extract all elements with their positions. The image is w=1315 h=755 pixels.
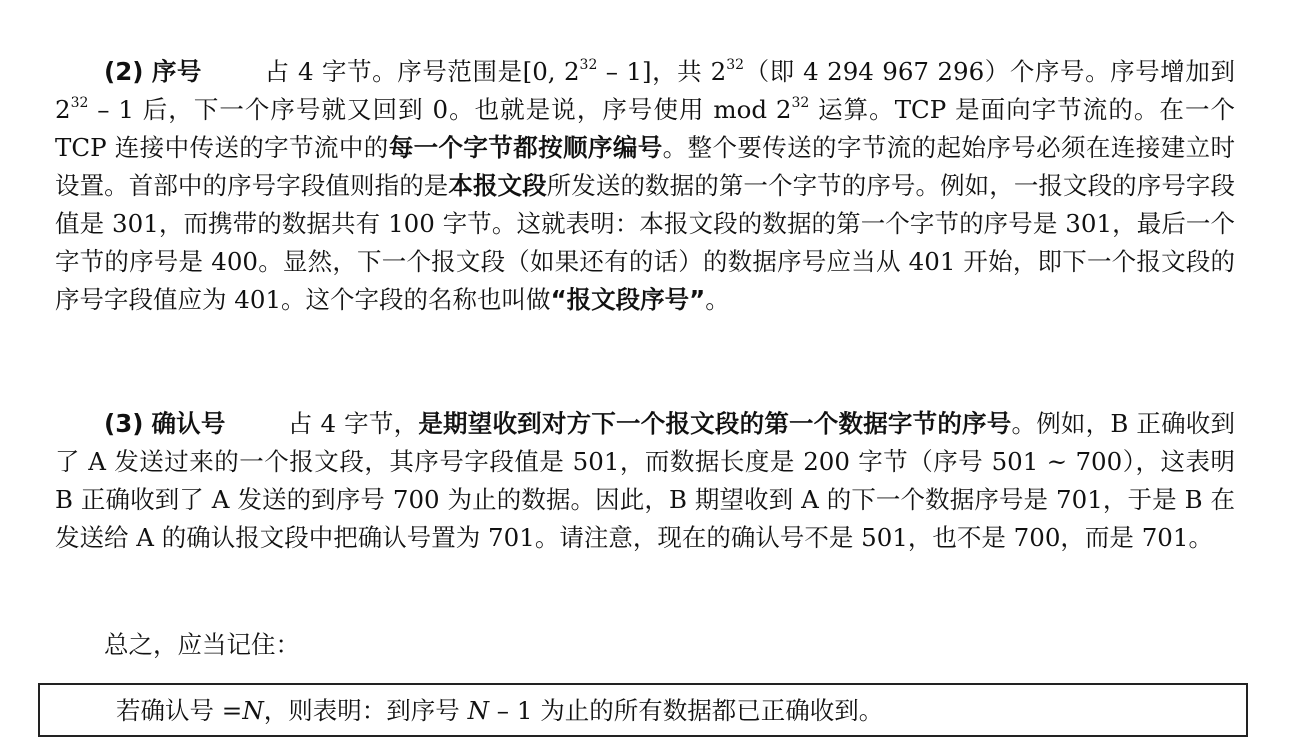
summary-paragraph: [55, 626, 1235, 664]
variable-n: N: [242, 696, 264, 725]
exponent: 32: [70, 95, 89, 111]
rule-box: [38, 683, 1248, 737]
exponent: 32: [791, 95, 810, 111]
section-heading: 确认号: [151, 409, 226, 438]
body-text: 。: [705, 285, 730, 314]
rule-text: 若确认号 =N，则表明：到序号 N – 1 为止的所有数据都已正确收到。: [116, 696, 884, 725]
emphasis-text: 本报文段: [448, 171, 547, 200]
emphasis-text: 是期望收到对方下一个报文段的第一个数据字节的序号: [418, 409, 1012, 438]
body-text: 所发送的数据的第一个字节的序号。例如，一报文段的序号字段值是 301，而携带的数据共有 100 字节。这就表明：本报文段的数据的第一个字节的序号是 301，最后一个字节的序号是 400。显然，下一个报文段（如果还有的话）的数据序号应当从 401 开始，即下一个报文段的序号字段值应为 401。这个字段的名称也叫做: [55, 171, 1236, 314]
ack-number-paragraph: [55, 405, 1235, 557]
body-text: 。例如，B 正确收到了 A 发送过来的一个报文段，其序号字段值是 501，而数据长度是 200 字节（序号 501 ~ 700），这表明 B 正确收到了 A 发送的到序号 700 为止的数据。因此，B 期望收到 A 的下一个数据序号是 701，于是 B 在发送给 A 的确认报文段中把确认号置为 701。请注意，现在的确认号不是 501，也不是 700，而是 701。: [55, 409, 1236, 552]
body-text: 。整个要传送的字节流的起始序号必须在连接建立时设置。首部中的序号字段值则指的是: [55, 133, 1236, 200]
section-number: (2): [104, 57, 144, 86]
sequence-number-paragraph: [55, 53, 1235, 319]
section-number: (3): [104, 409, 144, 438]
body-text: 运算。TCP 是面向字节流的。在一个 TCP 连接中传送的字节流中的: [55, 95, 1236, 162]
emphasis-text: “报文段序号”: [550, 285, 706, 314]
section-heading: 序号: [151, 57, 202, 86]
exponent: 32: [579, 57, 598, 73]
body-text: （即 4 294 967 296）个序号。序号增加到 2: [55, 57, 1235, 124]
body-text: – 1]，共 2: [597, 57, 727, 86]
body-text: 占 4 字节，: [287, 409, 419, 438]
body-text: – 1 后，下一个序号就又回到 0。也就是说，序号使用 mod 2: [88, 95, 792, 124]
summary-text: 总之，应当记住：: [104, 630, 300, 659]
emphasis-text: 每一个字节都按顺序编号: [388, 133, 663, 162]
body-text: 占 4 字节。序号范围是[0, 2: [264, 57, 580, 86]
exponent: 32: [726, 57, 745, 73]
variable-n: N: [467, 696, 489, 725]
